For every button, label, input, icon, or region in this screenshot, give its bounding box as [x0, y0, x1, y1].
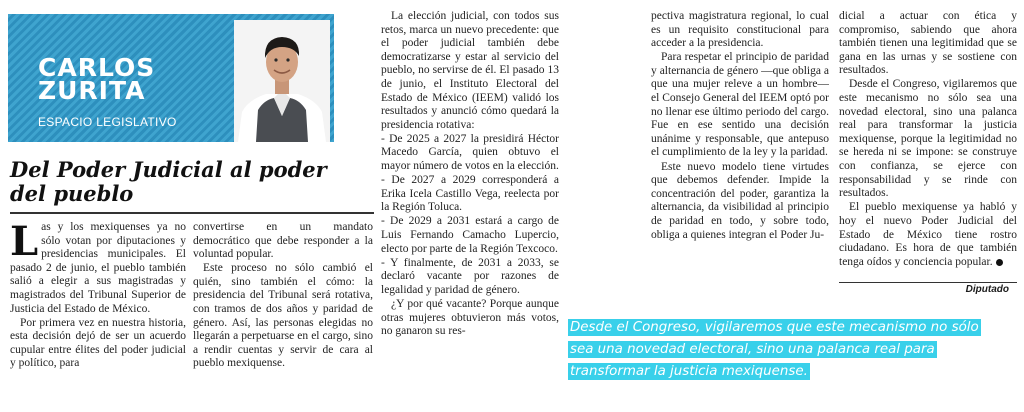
paragraph: Desde el Congreso, vigilaremos que este mecanismo no sólo sea una novedad electoral, sino una palanca real para transformar la justicia mexiquense, porque la legitimidad no se hereda ni se impone: se construye con confianza, se ejerce con responsabilidad y se rinde con resultados. — [839, 78, 1017, 200]
article-column-2 — [193, 221, 373, 405]
end-mark-icon — [996, 259, 1003, 266]
pull-quote-text: Desde el Congreso, vigilaremos que este mecanismo no sólo sea una novedad electoral, sino una palanca real para transformar la justicia mexiquense. — [570, 320, 979, 379]
article-column-3 — [381, 10, 559, 406]
paragraph: Por primera vez en nuestra historia, esta decisión dejó de ser un acuerdo cupular entre élites del poder judicial y político, para — [10, 316, 186, 370]
byline-divider — [839, 282, 1017, 283]
column-name: ESPACIO LEGISLATIVO — [38, 115, 177, 129]
drop-cap: L — [10, 221, 39, 265]
paragraph: dicial a actuar con ética y compromiso, sabiendo que ahora también tienen una legitimidad que se gana en las urnas y se sostiene con resultados. — [839, 10, 1017, 77]
paragraph: La elección judicial, con todos sus retos, marca un nuevo precedente: que el poder judicial también debe democratizarse y estar al servicio del pueblo, no servirse de él. El pasado 13 de junio, el Instituto Electoral del Estado de México (IEEM) validó los resultados y anunció cómo quedará la presidencia rotativa: — [381, 10, 559, 131]
list-item: - De 2027 a 2029 corresponderá a Erika Icela Castillo Vega, reelecta por la Región Toluca. — [381, 174, 559, 214]
list-item: - Y finalmente, de 2031 a 2033, se declaró vacante por razones de legalidad y paridad de género. — [381, 256, 559, 296]
article-headline: Del Poder Judicial al poder del pueblo — [10, 157, 327, 206]
author-photo — [234, 20, 330, 142]
author-role: Diputado — [965, 284, 1009, 295]
article-column-4 — [651, 10, 829, 306]
headline-divider — [10, 212, 374, 214]
list-item: - De 2025 a 2027 la presidirá Héctor Macedo García, quien obtuvo el mayor número de votos en la elección. — [381, 132, 559, 173]
paragraph: ¿Y por qué vacante? Porque aunque otras mujeres obtuvieron más votos, no ganaron su res- — [381, 297, 559, 338]
paragraph: Este proceso no sólo cambió el quién, sino también el cómo: la presidencia del Tribunal será rotativa, con tramos de dos años y paridad de género. Así, las personas elegidas no llegarán a perpetuarse en el cargo, sino a rendir cuentas y servir de cara al pueblo mexiquense. — [193, 262, 373, 370]
paragraph: convertirse en un mandato democrático que debe responder a la voluntad popular. — [193, 221, 373, 261]
author-name: CARLOS ZURITA — [38, 53, 156, 105]
list-item: - De 2029 a 2031 estará a cargo de Luis Fernando Camacho Lupercio, electo por parte de la Región Texcoco. — [381, 215, 559, 255]
closing-text: El pueblo mexiquense ya habló y hoy el nuevo Poder Judicial del Estado de México tiene rostro ciudadano. Es hora de que también tenga oídos y conciencia popular. — [839, 201, 1017, 268]
paragraph: Para respetar el principio de paridad y alternancia de género —que obliga a que una mujer releve a un hombre— el Consejo General del IEEM optó por no llenar ese último periodo del cargo. Fue en ese sentido una decisión unánime y responsable, que antepuso el cumplimiento de la ley y la paridad. — [651, 51, 829, 159]
pull-quote — [568, 317, 988, 383]
author-banner — [8, 14, 334, 142]
article-column-1 — [10, 221, 186, 405]
paragraph — [839, 201, 1017, 269]
paragraph: as y los mexiquenses ya no sólo votan por diputaciones y presidencias municipales. El pasado 2 de junio, el pueblo también salió a elegir a sus magistradas y magistrados del Tribunal Superior de Justicia del Estado de México. — [10, 221, 186, 315]
paragraph: Este nuevo modelo tiene virtudes que debemos defender. Impide la concentración del poder, garantiza la alternancia, da visibilidad al principio de paridad en todo, y sobre todo, obliga a quienes integran el Poder Ju- — [651, 160, 829, 241]
article-column-5 — [839, 10, 1017, 286]
paragraph: pectiva magistratura regional, lo cual es un requisito constitucional para acceder a la presidencia. — [651, 10, 829, 50]
